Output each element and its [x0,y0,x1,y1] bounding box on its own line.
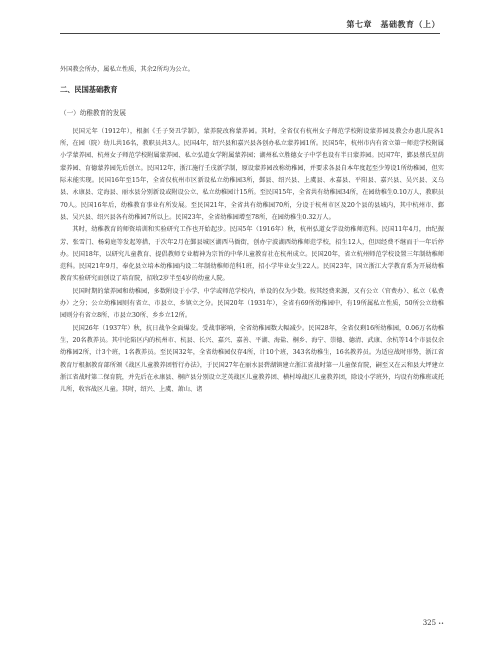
page-marker: •• [438,621,444,627]
intro-line: 外国教会所办，属私立性质，其余2所均为公立。 [60,66,194,73]
paragraph-4: 民国26年（1937年）秋，抗日战争全面爆发。受战事影响，全省幼稚园数大幅减少。民国28年，全省仅剩16所幼稚园，0.06万名幼稚生，20名教养员。其中沦陷区内的杭州市、杭县、长兴、嘉兴、嘉善、平湖、海盐、桐乡、海宁、崇德、德清、武康、余杭等14个市县仅余幼稚园2所，计3个班，1名教养员。至民国32年，全省幼稚园仅存4所，计10个班，343名幼稚生，16名教养员。为适应战时形势，浙江省教育厅根据教育部所颁《战区儿童教养团暂行办法》，于民国27年在丽水县碧湖镇建立浙江省战时第一儿童保育院，嗣至又在云和县大坪建立浙江省战时第二保育院，并先后在永康县、桐庐县分别设立芝英战区儿童教养团、横村埠战区儿童教养团，除设小学班外，均设有幼稚班或托儿所，收容战区儿童。其时，绍兴、上虞、萧山、诸 [60,324,444,394]
paragraph-2: 其时，幼稚教育的师资培训和实验研究工作也开始起步。民国5年（1916年）秋，杭州弘道女学设幼稚师范科。民国11年4月，由纪振芳、张雪门、杨菊庭等发起筹措，于次年2月在鄞县城区湖西马衙街，创办宁波湖西幼稚师范学校，招生12人，但因经费不继而于一年后停办。民国18年，以研究儿童教育、提倡教师专业精神为宗旨的中华儿童教育社在杭州成立。民国20年，省立杭州师范学校设置三年制幼稚师范科。民国21年9月，奉化县立培本幼稚园内设二年制幼稚师范科1班，招小学毕业女生22人。民国23年，国立浙江大学教育系为开展幼稚教育实验研究而创设了培育院，招收2岁半至4岁的幼童人院。 [60,226,444,283]
header-rule [60,33,440,34]
subsection-title: （一）幼稚教育的发展 [60,108,126,117]
page-footer [398,619,444,627]
section-title: 二、民国基础教育 [60,85,118,95]
page-number: 325 [422,619,437,627]
page-body [60,64,444,396]
paragraph-1: 民国元年（1912年），根据《壬子癸丑学制》，蒙养院改称蒙养园。其时，全省仅有杭州女子师范学校附设蒙养园及教会办惠儿院各1所，在园（院）幼儿共16名，教职员共3人。民国4年，绍兴县和嘉兴县各创办私立蒙养园1所。民国5年，杭州市内有省立第一师范学校附属小学蒙养园、杭州女子师范学校附属蒙养园、私立弘道女学附属蒙养园；湖州私立胜德女子中学也设有半日蒙养园。民国7年，鄞县蔡氏星荫蒙养园、育德蒙养园先后创立。民国12年，浙江施行壬戌新学制，原设蒙养园改称幼稚园，并要求各县自本年度起至少筹设1所幼稚园，但实际未能实现。民国16年至15年，全省仅杭州市区新设私立幼稚园3所，鄞县、绍兴县、上虞县、永嘉县、平阳县、嘉兴县、吴兴县、义乌县、永康县、定海县、丽水县分别新设或附设公立、私立幼稚园计15所。至民国15年，全省共有幼稚园34所，在园幼稚生0.10万人，教职员70人。民国16年后，幼稚教育事业有所发展。至民国21年，全省共有幼稚园70所，分设于杭州市区及20个县的县城内，其中杭州市、鄞县、吴兴县、绍兴县各有幼稚园7所以上。民国23年，全省幼稚园增至78所，在园幼稚生0.32万人。 [60,127,444,221]
running-header: 第七章 基础教育（上） [346,20,440,29]
paragraph-3: 民国时期的蒙养园和幼稚园，多数附设于小学、中学或师范学校内，单设的仅为少数。按其经费来源，又有公立（官费办）、私立（私费办）之分；公立幼稚园则有省立、市县立、乡镇立之分。民国20年（1931年），全省有69所幼稚园中，有19所属私立性质，50所公立幼稚园则分有省立8所、市县立30所、乡乡立12所。 [60,287,444,320]
